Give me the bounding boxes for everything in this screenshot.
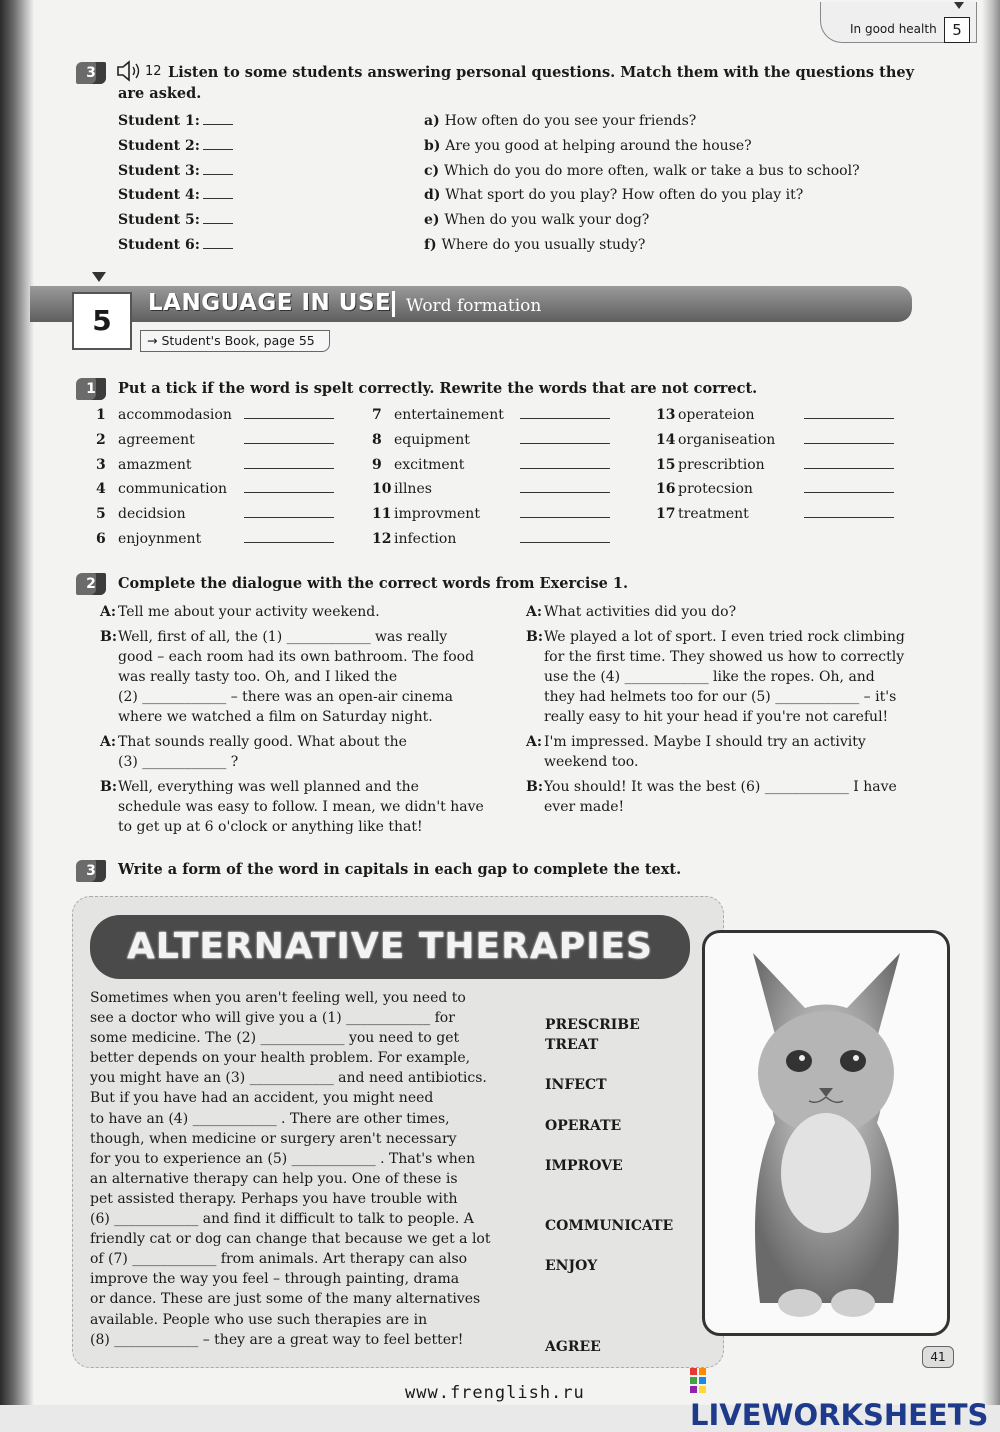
- word-text: agreement: [118, 431, 195, 448]
- dialogue-text: (2) ____________ – there was an open-air cinema: [118, 689, 453, 705]
- page-number: 41: [922, 1346, 954, 1368]
- exercise-number-badge: 1: [76, 378, 106, 400]
- question-letter: c): [424, 162, 445, 179]
- article-line: better depends on your health problem. For example,: [90, 1050, 471, 1067]
- question-row: [424, 237, 860, 262]
- answer-blank[interactable]: [203, 174, 233, 175]
- article-line: to have an (4) ____________ . There are other times,: [90, 1110, 450, 1127]
- word-row: [372, 481, 610, 506]
- dialogue-text: Well, everything was well planned and the: [118, 779, 419, 795]
- dialogue-left: [100, 602, 520, 842]
- article-line: see a doctor who will give you a (1) ____________ for: [90, 1010, 455, 1027]
- dialogue-text: they had helmets too for our (5) ____________ – it's: [544, 689, 897, 705]
- word-text: treatment: [678, 506, 749, 523]
- unit-number: 5: [944, 17, 970, 43]
- capital-words: [545, 988, 715, 1368]
- footer-url: www.frenglish.ru: [405, 1383, 585, 1403]
- dialogue-line: [526, 732, 926, 752]
- dialogue-right: [526, 602, 926, 822]
- dialogue-turn: [100, 732, 520, 772]
- dialogue-text: for the first time. They showed us how to correctly: [544, 649, 905, 665]
- word-text: communication: [118, 481, 228, 498]
- student-label: Student 2:: [118, 137, 200, 154]
- student-label: Student 5:: [118, 212, 200, 229]
- answer-blank[interactable]: [244, 468, 334, 469]
- student-row: [118, 187, 233, 212]
- word-row: [372, 407, 610, 432]
- speaker-label: A:: [526, 734, 543, 750]
- dialogue-line: [100, 797, 520, 817]
- banner-separator: [392, 291, 395, 317]
- word-column-1: [96, 407, 334, 556]
- question-row: [424, 113, 860, 138]
- dialogue-line: [526, 752, 926, 772]
- student-list: [118, 113, 233, 262]
- dialogue-line: [526, 777, 926, 797]
- article-title-bar: [90, 915, 690, 979]
- logo-grid-icon: [690, 1368, 716, 1394]
- dialogue-text: Well, first of all, the (1) ____________ was really: [118, 629, 448, 645]
- question-letter: b): [424, 137, 446, 154]
- word-text: excitment: [394, 456, 465, 473]
- dialogue-turn: [100, 602, 520, 622]
- dialogue-line: [100, 777, 520, 797]
- article-line: or dance. These are just some of the many alternatives: [90, 1291, 481, 1308]
- word-row: [656, 432, 894, 457]
- answer-blank[interactable]: [804, 418, 894, 419]
- answer-blank[interactable]: [804, 443, 894, 444]
- capital-word: IMPROVE: [545, 1157, 623, 1174]
- capital-word: TREAT: [545, 1037, 599, 1054]
- student-row: [118, 163, 233, 188]
- word-number: 9: [372, 456, 382, 473]
- word-number: 2: [96, 431, 106, 448]
- unit-box: 5: [72, 292, 132, 350]
- dialogue-line: [526, 602, 926, 622]
- capital-word: PRESCRIBE: [545, 1017, 640, 1034]
- dialogue-line: [100, 687, 520, 707]
- dialogue-text: weekend too.: [544, 754, 639, 770]
- word-text: amazment: [118, 456, 192, 473]
- dialogue-text: We played a lot of sport. I even tried rock climbing: [544, 629, 905, 645]
- word-text: entertainement: [394, 407, 504, 423]
- watermark-text: LIVEWORKSHEETS: [690, 1398, 989, 1432]
- word-text: decidsion: [118, 506, 186, 523]
- word-row: [656, 481, 894, 506]
- dialogue-text: use the (4) ____________ like the ropes. Oh, and: [544, 669, 875, 685]
- word-column-3: [656, 407, 894, 531]
- word-row: [96, 457, 334, 482]
- question-letter: a): [424, 113, 445, 129]
- word-number: 3: [96, 456, 106, 473]
- answer-blank[interactable]: [804, 492, 894, 493]
- article-line: of (7) ____________ from animals. Art therapy can also: [90, 1251, 468, 1268]
- word-text: equipment: [394, 431, 470, 448]
- dialogue-turn: [526, 602, 926, 622]
- dialogue-line: [526, 627, 926, 647]
- dialogue-text: to get up at 6 o'clock or anything like that!: [118, 819, 423, 835]
- article-line: some medicine. The (2) ____________ you need to get: [90, 1030, 460, 1047]
- dialogue-text: I'm impressed. Maybe I should try an activity: [544, 734, 866, 750]
- answer-blank[interactable]: [203, 223, 233, 224]
- word-row: [656, 407, 894, 432]
- article-line: Sometimes when you aren't feeling well, you need to: [90, 990, 466, 1006]
- answer-blank[interactable]: [244, 443, 334, 444]
- student-label: Student 3:: [118, 162, 200, 179]
- word-text: prescribtion: [678, 456, 765, 473]
- binding-shadow: [0, 0, 34, 1405]
- dialogue-text: really easy to hit your head if you're not careful!: [544, 709, 889, 725]
- student-row: [118, 237, 233, 262]
- dialogue-text: (3) ____________ ?: [118, 754, 239, 770]
- dialogue-text: What activities did you do?: [544, 604, 737, 620]
- word-row: [372, 457, 610, 482]
- question-row: [424, 187, 860, 212]
- question-text: How often do you see your friends?: [444, 113, 697, 129]
- edge-shadow: [982, 0, 1000, 1405]
- exercise-instruction: Complete the dialogue with the correct words from Exercise 1.: [118, 575, 629, 592]
- word-number: 1: [96, 407, 106, 423]
- word-column-2: [372, 407, 610, 556]
- word-row: [96, 506, 334, 531]
- question-letter: d): [424, 187, 446, 204]
- article-line: (8) ____________ – they are a great way to feel better!: [90, 1331, 464, 1348]
- track-number: 12: [145, 64, 162, 79]
- dialogue-turn: [100, 627, 520, 727]
- question-text: Where do you usually study?: [441, 236, 646, 253]
- word-text: illnes: [394, 481, 432, 498]
- answer-blank[interactable]: [203, 248, 233, 249]
- dialogue-line: [100, 667, 520, 687]
- dialogue-line: [526, 647, 926, 667]
- question-row: [424, 138, 860, 163]
- answer-blank[interactable]: [520, 468, 610, 469]
- question-list: [424, 113, 860, 262]
- word-row: [96, 407, 334, 432]
- exercise-number-badge: 3: [76, 62, 106, 84]
- dialogue-line: [526, 797, 926, 817]
- answer-blank[interactable]: [520, 517, 610, 518]
- word-text: improvment: [394, 506, 480, 523]
- speaker-label: B:: [526, 629, 544, 645]
- article-line: friendly cat or dog can change that because we get a lot: [90, 1231, 491, 1248]
- article-line: improve the way you feel – through painting, drama: [90, 1271, 460, 1288]
- answer-blank[interactable]: [520, 418, 610, 419]
- word-number: 12: [372, 530, 392, 547]
- word-text: enjoynment: [118, 530, 202, 547]
- exercise-number-badge: 2: [76, 573, 106, 595]
- answer-blank[interactable]: [203, 124, 233, 125]
- exercise-instruction: Write a form of the word in capitals in each gap to complete the text.: [118, 861, 682, 878]
- article-title: ALTERNATIVE THERAPIES: [126, 926, 653, 967]
- word-number: 17: [656, 506, 676, 523]
- word-row: [656, 457, 894, 482]
- liveworksheets-logo: [690, 1364, 1000, 1432]
- dialogue-text: Tell me about your activity weekend.: [118, 604, 380, 620]
- word-text: protecsion: [678, 481, 753, 498]
- word-row: [372, 506, 610, 531]
- word-number: 14: [656, 431, 676, 448]
- word-text: organiseation: [678, 431, 776, 448]
- dialogue-line: [100, 817, 520, 837]
- word-text: accommodasion: [118, 407, 232, 423]
- question-letter: f): [424, 236, 442, 253]
- word-row: [656, 506, 894, 531]
- word-row: [96, 432, 334, 457]
- answer-blank[interactable]: [244, 492, 334, 493]
- answer-blank[interactable]: [203, 149, 233, 150]
- dialogue-line: [100, 752, 520, 772]
- dialogue-line: [100, 732, 520, 752]
- question-row: [424, 212, 860, 237]
- dialogue-line: [100, 707, 520, 727]
- dialogue-turn: [526, 627, 926, 727]
- triangle-marker-icon: [954, 2, 964, 9]
- banner-subtitle: Word formation: [406, 296, 542, 316]
- answer-blank[interactable]: [203, 198, 233, 199]
- dialogue-line: [100, 602, 520, 622]
- answer-blank[interactable]: [804, 517, 894, 518]
- question-text: Which do you do more often, walk or take a bus to school?: [444, 162, 860, 179]
- word-row: [372, 531, 610, 556]
- capital-word: AGREE: [545, 1338, 601, 1355]
- student-label: Student 1:: [118, 113, 200, 129]
- answer-blank[interactable]: [244, 517, 334, 518]
- kitten-photo: [702, 930, 950, 1336]
- answer-blank[interactable]: [244, 418, 334, 419]
- dialogue-turn: [526, 777, 926, 817]
- word-row: [96, 531, 334, 556]
- word-number: 16: [656, 481, 676, 498]
- dialogue-text: good – each room had its own bathroom. The food: [118, 649, 475, 665]
- student-label: Student 4:: [118, 187, 200, 204]
- word-number: 13: [656, 407, 676, 423]
- capital-word: INFECT: [545, 1077, 607, 1094]
- student-row: [118, 138, 233, 163]
- article-line: though, when medicine or surgery aren't necessary: [90, 1130, 457, 1147]
- word-number: 7: [372, 407, 382, 423]
- speaker-label: B:: [100, 629, 118, 645]
- article-line: But if you have had an accident, you might need: [90, 1090, 434, 1107]
- student-row: [118, 113, 233, 138]
- speaker-label: B:: [526, 779, 544, 795]
- dialogue-text: You should! It was the best (6) ____________ I have: [544, 779, 897, 795]
- article-line: available. People who use such therapies are in: [90, 1311, 428, 1328]
- dialogue-text: That sounds really good. What about the: [118, 734, 407, 750]
- dialogue-turn: [100, 777, 520, 837]
- banner-title: LANGUAGE IN USE: [148, 290, 392, 316]
- answer-blank[interactable]: [244, 542, 334, 543]
- word-text: infection: [394, 530, 457, 547]
- word-number: 11: [372, 506, 392, 523]
- word-number: 8: [372, 431, 382, 448]
- word-number: 15: [656, 456, 676, 473]
- book-reference: → Student's Book, page 55: [140, 330, 330, 352]
- speaker-label: A:: [100, 604, 117, 620]
- word-number: 10: [372, 481, 392, 498]
- question-text: Are you good at helping around the house?: [445, 137, 752, 154]
- dialogue-line: [100, 647, 520, 667]
- section-title: In good health: [850, 22, 937, 36]
- question-row: [424, 163, 860, 188]
- article-line: (6) ____________ and find it difficult to talk to people. A: [90, 1211, 474, 1228]
- word-row: [96, 481, 334, 506]
- dialogue-line: [526, 667, 926, 687]
- word-number: 4: [96, 481, 106, 498]
- dialogue-text: was really tasty too. Oh, and I liked the: [118, 669, 398, 685]
- triangle-marker-icon: [92, 272, 106, 282]
- dialogue-line: [100, 627, 520, 647]
- article-line: you might have an (3) ____________ and need antibiotics.: [90, 1070, 487, 1087]
- exercise-instruction: Listen to some students answering personal questions. Match them with the questions they are asked.: [118, 64, 915, 102]
- question-letter: e): [424, 212, 445, 229]
- article-text: [90, 988, 510, 1350]
- answer-blank[interactable]: [804, 468, 894, 469]
- word-number: 6: [96, 530, 106, 547]
- dialogue-line: [526, 707, 926, 727]
- answer-blank[interactable]: [520, 492, 610, 493]
- article-line: pet assisted therapy. Perhaps you have trouble with: [90, 1190, 458, 1207]
- word-text: operateion: [678, 407, 755, 423]
- question-text: When do you walk your dog?: [444, 212, 650, 229]
- capital-word: ENJOY: [545, 1258, 598, 1275]
- capital-word: OPERATE: [545, 1117, 622, 1134]
- dialogue-turn: [526, 732, 926, 772]
- capital-word: COMMUNICATE: [545, 1218, 674, 1235]
- dialogue-text: schedule was easy to follow. I mean, we didn't have: [118, 799, 484, 815]
- speaker-label: A:: [526, 604, 543, 620]
- answer-blank[interactable]: [520, 542, 610, 543]
- dialogue-text: where we watched a film on Saturday night.: [118, 709, 433, 725]
- article-line: an alternative therapy can help you. One of these is: [90, 1170, 458, 1187]
- student-row: [118, 212, 233, 237]
- question-text: What sport do you play? How often do you play it?: [445, 187, 804, 204]
- student-label: Student 6:: [118, 236, 200, 253]
- speaker-label: B:: [100, 779, 118, 795]
- word-number: 5: [96, 506, 106, 523]
- speaker-label: A:: [100, 734, 117, 750]
- article-line: for you to experience an (5) ____________ . That's when: [90, 1150, 476, 1167]
- dialogue-text: ever made!: [544, 799, 625, 815]
- kitten-illustration: [705, 933, 947, 1333]
- word-row: [372, 432, 610, 457]
- exercise-number-badge: 3: [76, 860, 106, 882]
- dialogue-line: [526, 687, 926, 707]
- answer-blank[interactable]: [520, 443, 610, 444]
- exercise-instruction: Put a tick if the word is spelt correctly. Rewrite the words that are not correct.: [118, 380, 758, 397]
